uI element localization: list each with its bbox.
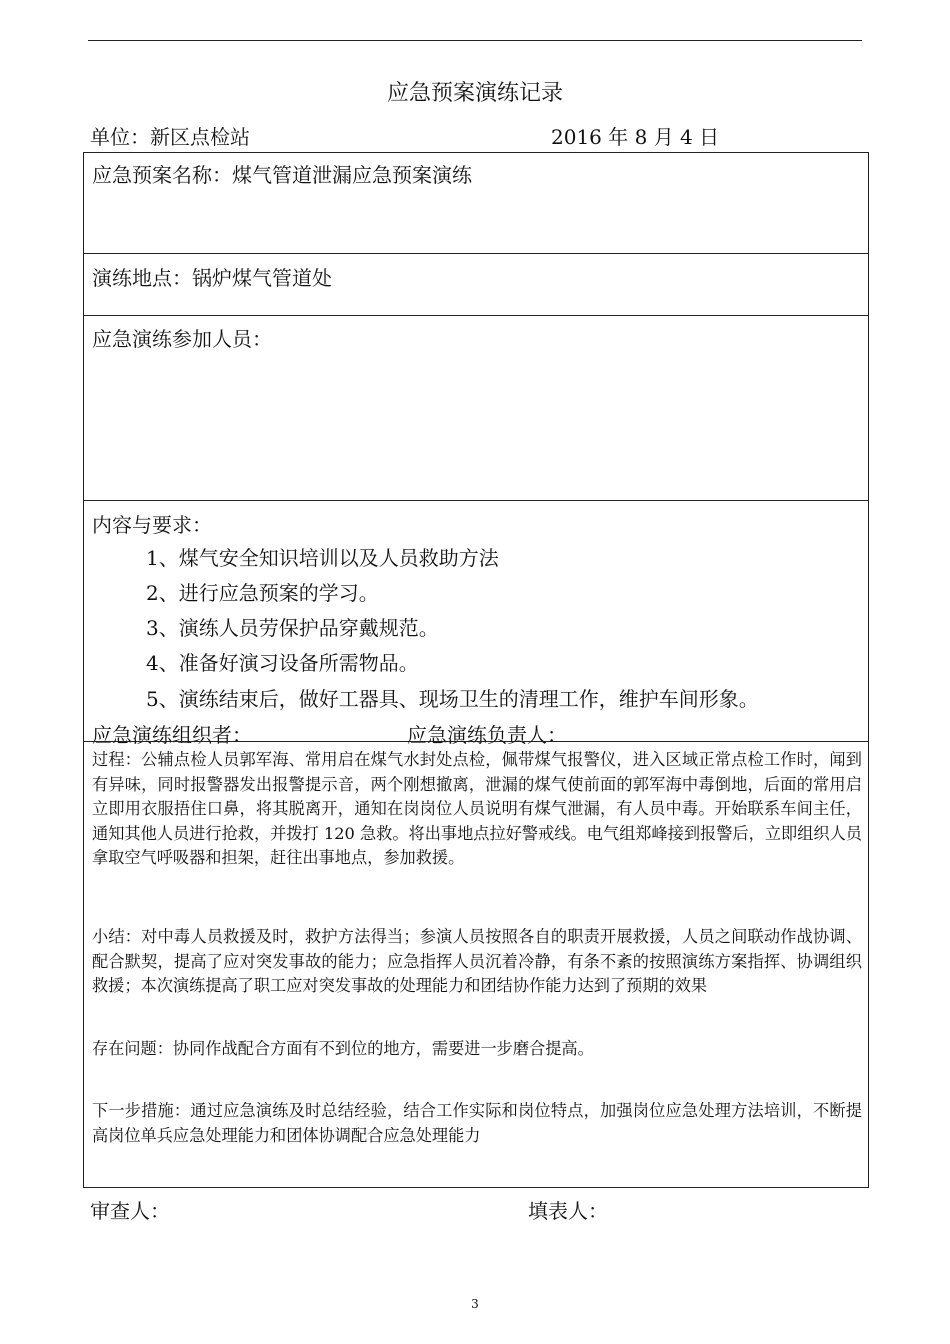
participants-label: 应急演练参加人员： [92, 327, 272, 351]
drill-location: 演练地点：锅炉煤气管道处 [92, 266, 332, 290]
document-title: 应急预案演练记录 [386, 81, 563, 106]
next-steps-text: 下一步措施：通过应急演练及时总结经验，结合工作实际和岗位特点，加强岗位应急处理方法培训，不断提高岗位单兵应急处理能力和团体协调配合应急处理能力 [92, 1101, 862, 1145]
requirement-item: 1、煤气安全知识培训以及人员救助方法 [146, 546, 499, 570]
reviewer-label: 审查人： [90, 1199, 170, 1223]
requirement-item: 5、演练结束后，做好工器具、现场卫生的清理工作，维护车间形象。 [146, 687, 759, 711]
summary-text: 小结：对中毒人员救援及时，救护方法得当；参演人员按照各自的职责开展救援，人员之间联动作战协调、配合默契，提高了应对突发事故的能力；应急指挥人员沉着冷静，有条不紊的按照演练方案指挥、协调组织救援；本次演练提高了职工应对突发事故的处理能力和团结协作能力达到了预期的效果 [92, 927, 862, 995]
leader-label: 应急演练负责人： [407, 723, 567, 747]
filler-label: 填表人： [528, 1199, 608, 1223]
unit-label: 单位：新区点检站 [90, 125, 250, 149]
plan-name-cell [83, 152, 869, 254]
requirement-item: 3、演练人员劳保护品穿戴规范。 [146, 616, 439, 640]
participants-cell [83, 315, 869, 501]
page-number: 3 [471, 1297, 479, 1311]
location-cell [83, 253, 869, 316]
requirements-cell [83, 500, 869, 747]
process-text: 过程：公辅点检人员郭军海、常用启在煤气水封处点检，佩带煤气报警仪，进入区域正常点检工作时，闻到有异味，同时报警器发出报警提示音，两个刚想撤离，泄漏的煤气使前面的郭军海中毒倒地，后面的常用启立即用衣服捂住口鼻，将其脱离开，通知在岗岗位人员说明有煤气泄漏，有人员中毒。开始联系车间主任，通知其他人员进行抢救，并拨打 120 急救。将出事地点拉好警戒线。电气组郑峰接到报警后，立即组织人员拿取空气呼吸器和担架，赶往出事地点，参加救援。 [92, 750, 862, 867]
requirement-item: 2、进行应急预案的学习。 [146, 581, 379, 605]
requirements-label: 内容与要求： [92, 513, 212, 537]
organizer-label: 应急演练组织者： [92, 723, 252, 747]
record-cell [83, 741, 869, 1188]
requirement-item: 4、准备好演习设备所需物品。 [146, 651, 419, 675]
plan-name: 应急预案名称：煤气管道泄漏应急预案演练 [92, 163, 472, 187]
record-date: 2016 年 8 月 4 日 [551, 125, 720, 149]
issues-text: 存在问题：协同作战配合方面有不到位的地方，需要进一步磨合提高。 [92, 1039, 594, 1058]
header-rule [88, 40, 862, 41]
